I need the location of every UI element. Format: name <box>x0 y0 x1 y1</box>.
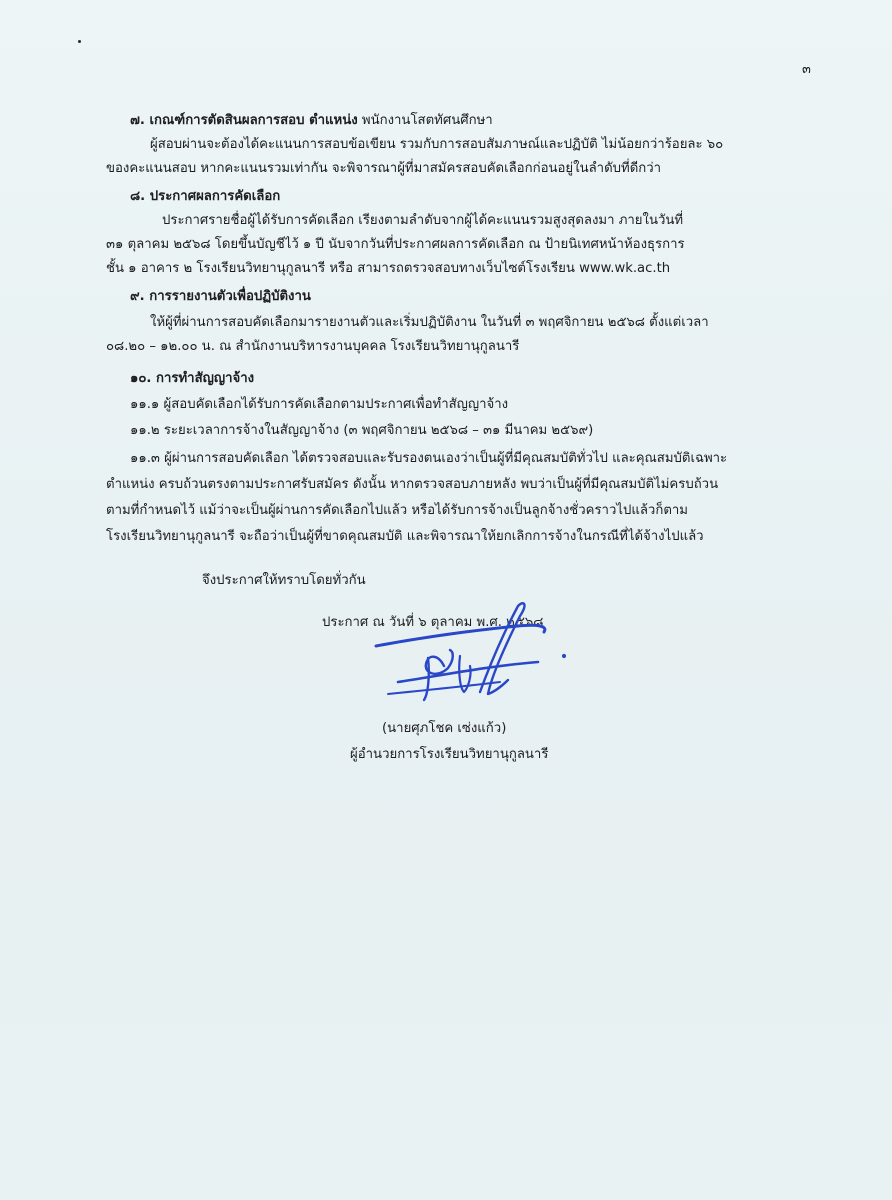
section-8-heading: ๘. ประกาศผลการคัดเลือก <box>130 189 281 204</box>
signer-name: (นายศุภโชค เซ่งแก้ว) <box>382 721 507 736</box>
section-10-item-3-line-1: ๑๑.๓ ผู้ผ่านการสอบคัดเลือก ได้ตรวจสอบและรับรองตนเองว่าเป็นผู้ที่มีคุณสมบัติทั่วไป และคุณสมบัติเฉพาะ <box>130 451 728 466</box>
page-number: ๓ <box>802 62 811 77</box>
section-10-item-3-line-4: โรงเรียนวิทยานุกูลนารี จะถือว่าเป็นผู้ที่ขาดคุณสมบัติ และพิจารณาให้ยกเลิกการจ้างในกรณีที่ได้จ้างไปแล้ว <box>106 529 704 544</box>
section-9-text-1: ให้ผู้ที่ผ่านการสอบคัดเลือกมารายงานตัวและเริ่มปฏิบัติงาน ในวันที่ ๓ พฤศจิกายน ๒๕๖๘ ตั้งแต่เวลา <box>150 315 709 330</box>
section-7-text-1: ผู้สอบผ่านจะต้องได้คะแนนการสอบข้อเขียน รวมกับการสอบสัมภาษณ์และปฏิบัติ ไม่น้อยกว่าร้อยละ ๖๐ <box>150 137 724 152</box>
signature-mark <box>368 596 578 716</box>
section-8-text-1: ประกาศรายชื่อผู้ได้รับการคัดเลือก เรียงตามลำดับจากผู้ได้คะแนนรวมสูงสุดลงมา ภายในวันที่ <box>162 213 684 228</box>
section-7-text-2: ของคะแนนสอบ หากคะแนนรวมเท่ากัน จะพิจารณาผู้ที่มาสมัครสอบคัดเลือกก่อนอยู่ในลำดับที่ดีกว่า <box>106 161 662 176</box>
section-8-text-2: ๓๑ ตุลาคม ๒๕๖๘ โดยขึ้นบัญชีไว้ ๑ ปี นับจากวันที่ประกาศผลการคัดเลือก ณ ป้ายนิเทศหน้าห้องธุรการ <box>106 237 685 252</box>
scan-speck <box>78 40 81 43</box>
signer-title: ผู้อำนวยการโรงเรียนวิทยานุกูลนารี <box>350 747 549 762</box>
section-10-item-3-line-2: ตำแหน่ง ครบถ้วนตรงตามประกาศรับสมัคร ดังนั้น หากตรวจสอบภายหลัง พบว่าเป็นผู้ที่มีคุณสมบัติไม่ครบถ้วน <box>106 477 719 492</box>
section-10-item-1: ๑๑.๑ ผู้สอบคัดเลือกได้รับการคัดเลือกตามประกาศเพื่อทำสัญญาจ้าง <box>130 397 509 412</box>
section-10-item-3-line-3: ตามที่กำหนดไว้ แม้ว่าจะเป็นผู้ผ่านการคัดเลือกไปแล้ว หรือได้รับการจ้างเป็นลูกจ้างชั่วคราวไปแล้วก็ตาม <box>106 503 688 518</box>
section-8-text-3: ชั้น ๑ อาคาร ๒ โรงเรียนวิทยานุกูลนารี หรือ สามารถตรวจสอบทางเว็บไซต์โรงเรียน www.wk.ac.th <box>106 261 671 276</box>
section-9-heading: ๙. การรายงานตัวเพื่อปฏิบัติงาน <box>130 289 311 304</box>
announcement-date: ประกาศ ณ วันที่ ๖ ตุลาคม พ.ศ. ๒๕๖๘ <box>322 615 544 630</box>
section-7-title: ๗. เกณฑ์การตัดสินผลการสอบ ตำแหน่ง <box>130 113 358 128</box>
section-7-position: พนักงานโสตทัศนศึกษา <box>361 113 493 128</box>
section-7-heading <box>130 110 493 132</box>
section-10-item-2: ๑๑.๒ ระยะเวลาการจ้างในสัญญาจ้าง (๓ พฤศจิกายน ๒๕๖๘ – ๓๑ มีนาคม ๒๕๖๙) <box>130 423 594 438</box>
section-10-heading: ๑๐. การทำสัญญาจ้าง <box>130 371 255 386</box>
closing-announcement: จึงประกาศให้ทราบโดยทั่วกัน <box>202 573 366 588</box>
section-9-text-2: ๐๘.๒๐ – ๑๒.๐๐ น. ณ สำนักงานบริหารงานบุคคล โรงเรียนวิทยานุกูลนารี <box>106 339 520 354</box>
